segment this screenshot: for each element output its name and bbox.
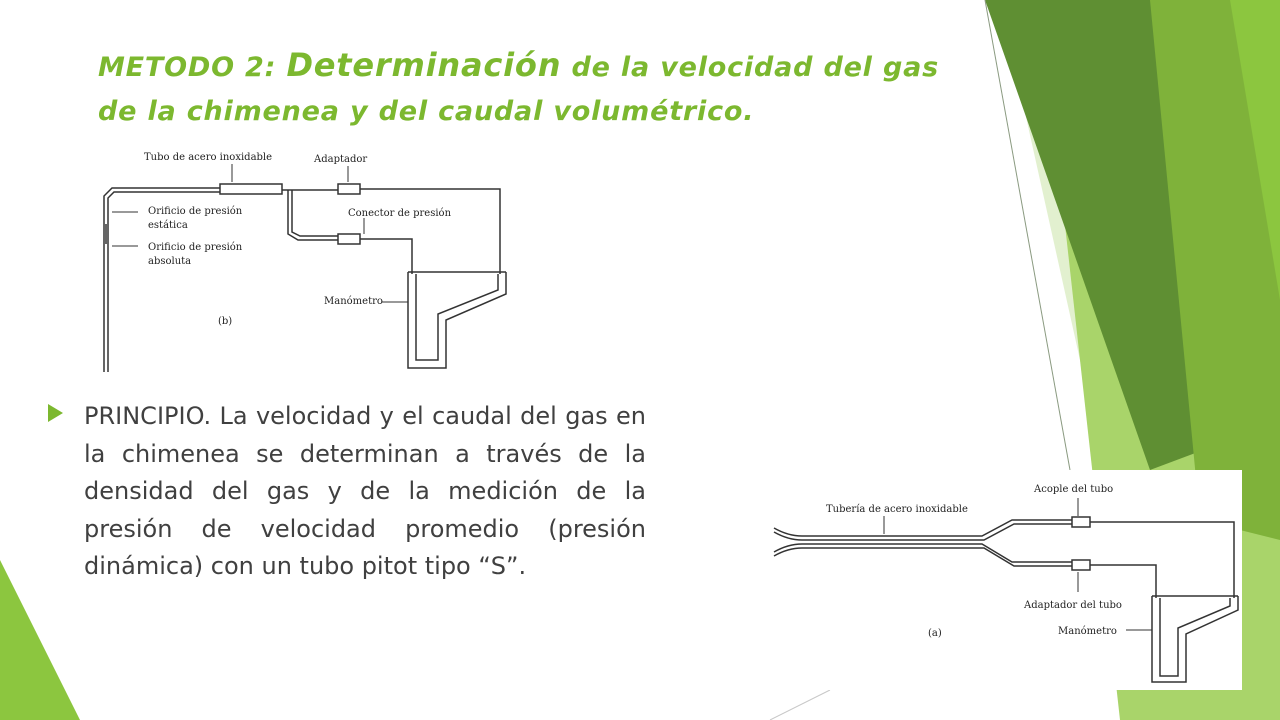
pipe-lower-inner <box>774 544 1072 562</box>
coupling-fitting <box>1072 517 1090 527</box>
label-manometer: Manómetro <box>1058 626 1117 637</box>
label-adapter: Adaptador <box>314 154 368 165</box>
figure-b-caption: (b) <box>218 316 233 327</box>
branch-line-inner <box>292 190 338 236</box>
figure-b-pitot-diagram <box>92 144 510 372</box>
manometer-body <box>1152 596 1238 682</box>
figure-a-caption: (a) <box>928 628 942 639</box>
manometer-body <box>408 272 506 368</box>
adapter-fitting <box>338 184 360 194</box>
label-manometer: Manómetro <box>324 296 383 307</box>
pipe-upper-inner <box>774 524 1072 540</box>
branch-line <box>288 190 338 240</box>
line-to-manometer <box>1090 565 1156 598</box>
pipe-lower-outer <box>774 548 1072 566</box>
pipe-upper-outer <box>774 520 1072 536</box>
manometer-inner <box>1160 598 1230 676</box>
label-absolute-hole-1: Orificio de presión <box>148 242 243 253</box>
label-pipe: Tubería de acero inoxidable <box>826 504 968 515</box>
line-to-manometer <box>360 239 412 274</box>
label-steel-tube: Tubo de acero inoxidable <box>144 152 273 163</box>
figure-a-pitot-diagram <box>772 470 1242 690</box>
manometer-inner <box>416 274 498 360</box>
connector-fitting <box>338 234 360 244</box>
principle-text: PRINCIPIO. La velocidad y el caudal del gas en la chimenea se determinan a través de la densidad del gas y de la medición de la presión de velocidad promedio (presión dinámica) con un tubo pitot tipo “S”. <box>84 402 646 580</box>
adapter-fitting <box>1072 560 1090 570</box>
title-highlight: Determinación <box>286 46 562 84</box>
label-absolute-hole-2: absoluta <box>148 256 192 267</box>
label-static-hole-1: Orificio de presión <box>148 206 243 217</box>
pitot-tube-inner <box>108 192 220 372</box>
deco-thin-line-bottom <box>770 690 830 720</box>
label-connector: Conector de presión <box>348 208 452 219</box>
label-adapter: Adaptador del tubo <box>1024 600 1122 611</box>
title-prefix: METODO 2: <box>98 52 287 83</box>
label-static-hole-2: estática <box>148 220 188 231</box>
title-rest: de la velocidad del gas de la chimenea y del caudal volumétrico. <box>98 52 939 127</box>
triangle-bullet-icon <box>48 404 63 422</box>
steel-tube <box>220 184 282 194</box>
label-coupling: Acople del tubo <box>1034 484 1114 495</box>
line-to-right <box>360 189 500 274</box>
line-to-right <box>1090 522 1234 598</box>
principle-bullet <box>48 398 646 586</box>
slide-title <box>98 44 958 133</box>
